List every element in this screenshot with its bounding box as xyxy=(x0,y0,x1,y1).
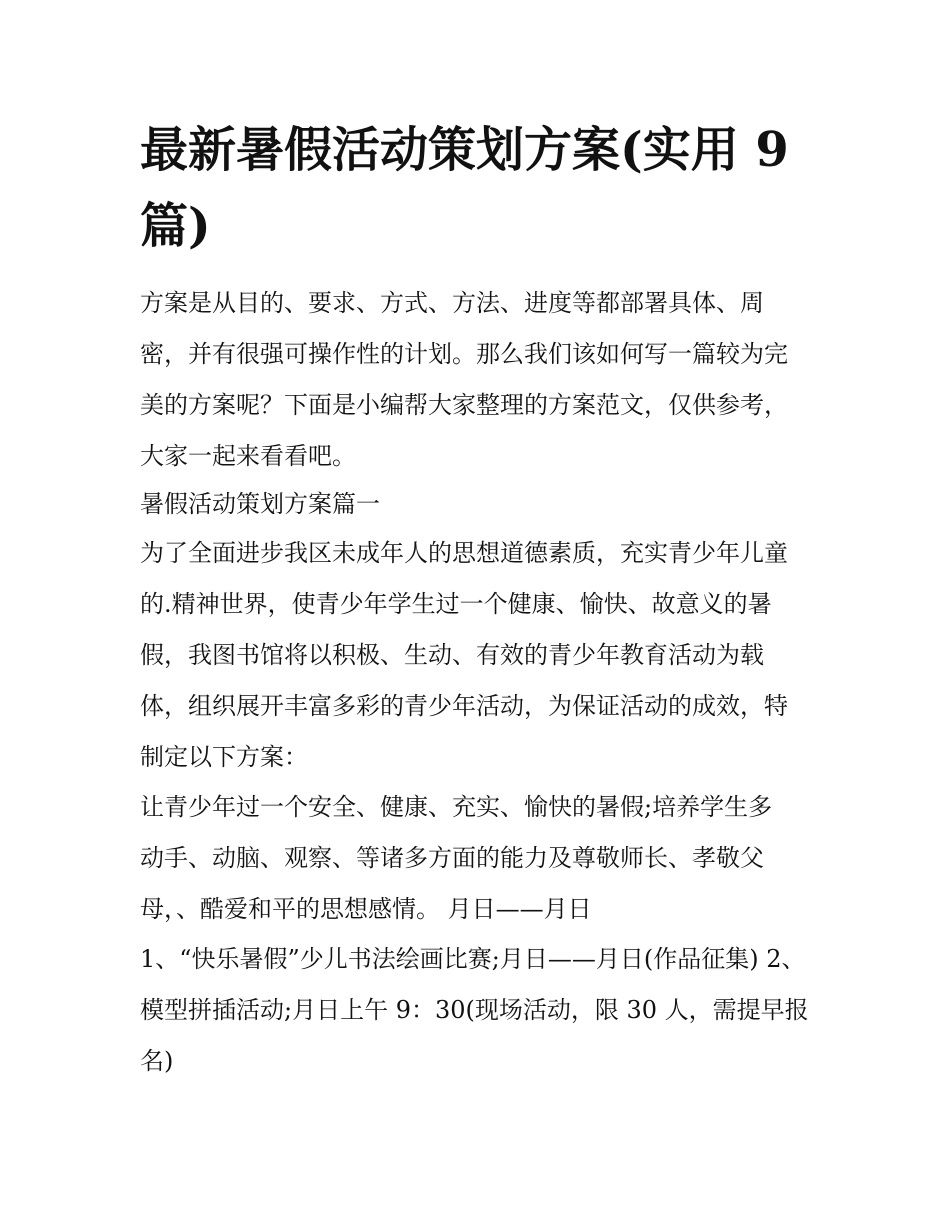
body1-line-4: 体，组织展开丰富多彩的青少年活动，为保证活动的成效，特 xyxy=(140,692,788,720)
body2-line-3: 母，、酷爱和平的思想感情。 月日——月日 xyxy=(140,895,592,923)
body1-line-5: 制定以下方案： xyxy=(140,743,308,771)
body1-line-3: 假，我图书馆将以积极、生动、有效的青少年教育活动为载 xyxy=(140,641,764,669)
title-line-1: 最新暑假活动策划方案(实用 9 xyxy=(140,122,789,178)
body1-line-2: 的.精神世界，使青少年学生过一个健康、愉快、故意义的暑 xyxy=(140,590,772,618)
body-paragraph-3 xyxy=(140,934,830,1087)
section-heading-text: 暑假活动策划方案篇一 xyxy=(140,490,380,518)
body2-line-1: 让青少年过一个安全、健康、充实、愉快的暑假;培养学生多 xyxy=(140,793,773,821)
intro-line-2: 密，并有很强可操作性的计划。那么我们该如何写一篇较为完 xyxy=(140,340,788,368)
body1-line-1: 为了全面进步我区未成年人的思想道德素质，充实青少年儿童 xyxy=(140,539,788,567)
document-title xyxy=(140,112,830,264)
intro-paragraph xyxy=(140,278,830,482)
title-line-2: 篇) xyxy=(140,198,211,254)
section-heading xyxy=(140,479,830,530)
body3-line-1: 1、“快乐暑假”少儿书法绘画比赛;月日——月日(作品征集) 2、 xyxy=(140,945,806,973)
body3-line-2: 模型拼插活动;月日上午 9：30(现场活动，限 30 人，需提早报 xyxy=(140,996,809,1024)
body2-line-2: 动手、动脑、观察、等诸多方面的能力及尊敬师长、孝敬父 xyxy=(140,844,764,872)
intro-line-3: 美的方案呢？下面是小编帮大家整理的方案范文，仅供参考， xyxy=(140,391,788,419)
body-paragraph-1 xyxy=(140,528,830,783)
body3-line-3: 名) xyxy=(140,1047,174,1075)
body-paragraph-2 xyxy=(140,782,830,935)
intro-line-1: 方案是从目的、要求、方式、方法、进度等都部署具体、周 xyxy=(140,289,764,317)
intro-line-4: 大家一起来看看吧。 xyxy=(140,442,356,470)
